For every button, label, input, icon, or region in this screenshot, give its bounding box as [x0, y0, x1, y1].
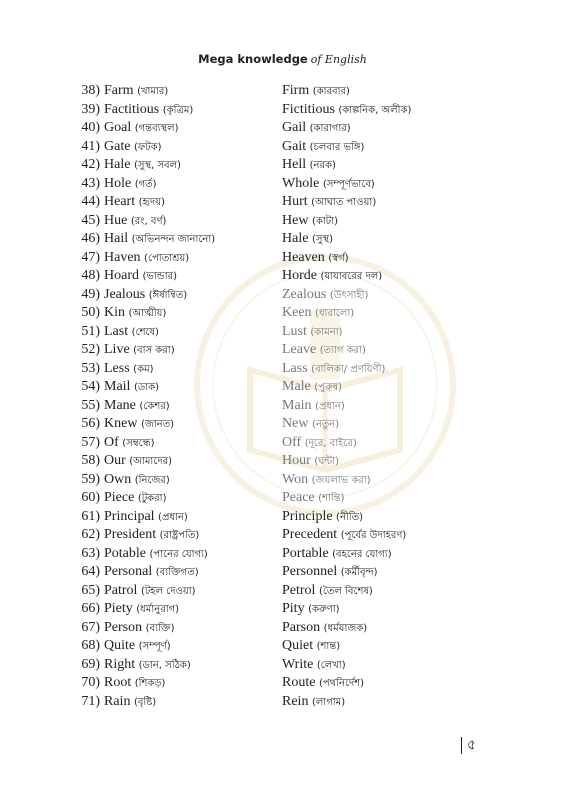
list-item [0, 119, 565, 138]
item-number: 46) [81, 231, 100, 246]
word-left: Heart (হৃদয়) [104, 194, 166, 209]
list-item [0, 267, 565, 286]
word-right: Peace (শান্তি) [282, 490, 345, 505]
word-left: Farm (খামার) [104, 83, 169, 98]
word-right: Hale (সুস্থ) [282, 231, 333, 246]
word-left: Personal (ব্যক্তিগত) [104, 564, 199, 579]
list-item [0, 415, 565, 434]
item-number: 47) [81, 249, 100, 265]
word-right: Firm (কারবার) [282, 83, 350, 98]
word-right: Won (জয়লাভ করা) [282, 471, 371, 487]
word-left: Of (সম্বন্ধে) [104, 434, 155, 450]
word-right: Whole (সম্পূর্ণভাবে) [282, 175, 375, 191]
list-item [0, 693, 565, 712]
word-left: Mane (কেশর) [104, 397, 170, 413]
item-number: 44) [81, 194, 100, 209]
item-number: 56) [81, 416, 100, 431]
word-left: Gate (ফটক) [104, 138, 162, 154]
list-item [0, 674, 565, 693]
word-right: Horde (যাযাবরের দল) [282, 268, 383, 283]
word-right: Personnel (কর্মীবৃন্দ) [282, 564, 378, 579]
item-number: 54) [81, 379, 100, 394]
item-number: 68) [81, 638, 100, 653]
item-number: 59) [81, 471, 100, 487]
word-right: Lass (বালিকা/ প্রণয়িণী) [282, 360, 386, 376]
word-left: Piety (ধর্মানুরাগ) [104, 601, 180, 616]
item-number: 70) [81, 675, 100, 690]
list-item [0, 656, 565, 675]
item-number: 61) [81, 508, 100, 524]
item-number: 58) [81, 453, 100, 468]
word-right: Heaven (স্বর্গ) [282, 249, 349, 265]
list-item [0, 360, 565, 379]
item-number: 62) [81, 527, 100, 542]
list-item [0, 286, 565, 305]
header-subtitle: of English [310, 53, 367, 66]
word-right: Gail (কারাগার) [282, 120, 351, 135]
list-item [0, 230, 565, 249]
item-number: 39) [81, 101, 100, 117]
word-right: Petrol (তৈল বিশেষ) [282, 582, 373, 598]
list-item [0, 138, 565, 157]
word-left: Our (আমাদের) [104, 453, 172, 468]
item-number: 51) [81, 323, 100, 339]
list-item [0, 489, 565, 508]
list-item [0, 526, 565, 545]
list-item [0, 323, 565, 342]
item-number: 52) [81, 342, 100, 357]
list-item [0, 563, 565, 582]
page-number-divider [461, 737, 462, 754]
item-number: 55) [81, 397, 100, 413]
list-item [0, 637, 565, 656]
list-item [0, 101, 565, 120]
list-item [0, 212, 565, 231]
list-item [0, 304, 565, 323]
word-left: Hale (সুস্থ, সবল) [104, 157, 181, 172]
list-item [0, 378, 565, 397]
list-item [0, 452, 565, 471]
list-item [0, 397, 565, 416]
word-left: Hue (রং, বর্ণ) [104, 212, 167, 228]
word-right: Zealous (উৎসাহী) [282, 286, 369, 302]
item-number: 41) [81, 138, 100, 154]
word-left: Mail (ডাক) [104, 379, 160, 394]
item-number: 57) [81, 434, 100, 450]
word-right: Keen (ধারালো) [282, 305, 355, 320]
word-left: Rain (বৃষ্টি) [104, 693, 157, 709]
word-right: Male (পুরুষ) [282, 379, 343, 394]
page-number: ৫ [461, 733, 476, 757]
list-item [0, 249, 565, 268]
word-right: Principle (নীতি) [282, 508, 364, 524]
word-left: Right (ডান, সঠিক) [104, 656, 191, 672]
item-number: 38) [81, 83, 100, 98]
list-item [0, 619, 565, 638]
word-right: Write (লেখা) [282, 656, 346, 672]
word-left: Quite (সম্পূর্ণ) [104, 638, 171, 653]
item-number: 60) [81, 490, 100, 505]
word-right: Main (প্রধান) [282, 397, 345, 413]
word-right: Hell (নরক) [282, 157, 336, 172]
list-item [0, 434, 565, 453]
word-left: Jealous (ঈর্ষান্বিত) [104, 286, 188, 302]
word-left: Knew (জানত) [104, 416, 175, 431]
item-number: 65) [81, 582, 100, 598]
list-item [0, 175, 565, 194]
word-pair-list [0, 82, 565, 711]
item-number: 49) [81, 286, 100, 302]
word-right: Portable (বহনের যোগ্য) [282, 545, 392, 561]
item-number: 48) [81, 268, 100, 283]
item-number: 42) [81, 157, 100, 172]
list-item [0, 508, 565, 527]
item-number: 66) [81, 601, 100, 616]
word-right: Leave (ত্যাগ করা) [282, 342, 366, 357]
item-number: 69) [81, 656, 100, 672]
word-left: Hoard (ভান্ডার) [104, 268, 178, 283]
item-number: 43) [81, 175, 100, 191]
item-number: 64) [81, 564, 100, 579]
word-right: Pity (করুণা) [282, 601, 340, 616]
list-item [0, 600, 565, 619]
word-right: Parson (ধর্মযাজক) [282, 619, 368, 635]
item-number: 50) [81, 305, 100, 320]
word-left: Kin (আত্মীয়) [104, 305, 167, 320]
word-left: Own (নিজের) [104, 471, 170, 487]
item-number: 40) [81, 120, 100, 135]
word-left: Hole (গর্ত) [104, 175, 157, 191]
item-number: 45) [81, 212, 100, 228]
word-right: Hurt (আঘাত পাওয়া) [282, 194, 377, 209]
list-item [0, 193, 565, 212]
item-number: 63) [81, 545, 100, 561]
word-left: Goal (গন্তব্যস্থল) [104, 120, 179, 135]
word-right: Fictitious (কাল্পনিক, অলীক) [282, 101, 412, 117]
word-left: Haven (পোতাশ্রয়) [104, 249, 190, 265]
word-right: Precedent (পূর্বের উদাহরণ) [282, 527, 407, 542]
list-item [0, 82, 565, 101]
item-number: 53) [81, 360, 100, 376]
word-right: Gait (চলবার ভঙ্গি) [282, 138, 365, 154]
word-left: Principal (প্রধান) [104, 508, 188, 524]
list-item [0, 156, 565, 175]
word-right: Lust (কামনা) [282, 323, 343, 339]
word-right: Quiet (শান্ত) [282, 638, 341, 653]
list-item [0, 582, 565, 601]
word-left: Last (শেষে) [104, 323, 159, 339]
word-left: Live (বাস করা) [104, 342, 175, 357]
list-item [0, 471, 565, 490]
word-left: Person (ব্যক্তি) [104, 619, 175, 635]
item-number: 67) [81, 619, 100, 635]
word-left: Piece (টুকরা) [104, 490, 167, 505]
word-left: Patrol (টহল দেওয়া) [104, 582, 196, 598]
word-right: Route (পথনির্দেশ) [282, 675, 365, 690]
header-title: Mega knowledge [198, 52, 308, 66]
word-left: Potable (পানের যোগ্য) [104, 545, 208, 561]
word-right: Off (দূরে, বাইরে) [282, 434, 357, 450]
list-item [0, 545, 565, 564]
word-right: Rein (লাগাম) [282, 693, 346, 709]
word-left: Root (শিকড়) [104, 675, 166, 690]
word-left: Factitious (কৃত্রিম) [104, 101, 194, 117]
word-left: Less (কম) [104, 360, 154, 376]
list-item [0, 341, 565, 360]
word-right: New (নতুন) [282, 416, 340, 431]
word-right: Hew (কাটা) [282, 212, 338, 228]
item-number: 71) [81, 693, 100, 709]
word-right: Hour (ঘন্টা) [282, 453, 340, 468]
page-header [0, 52, 565, 67]
word-left: President (রাষ্ট্রপতি) [104, 527, 200, 542]
word-left: Hail (অভিনন্দন জানানো) [104, 231, 216, 246]
